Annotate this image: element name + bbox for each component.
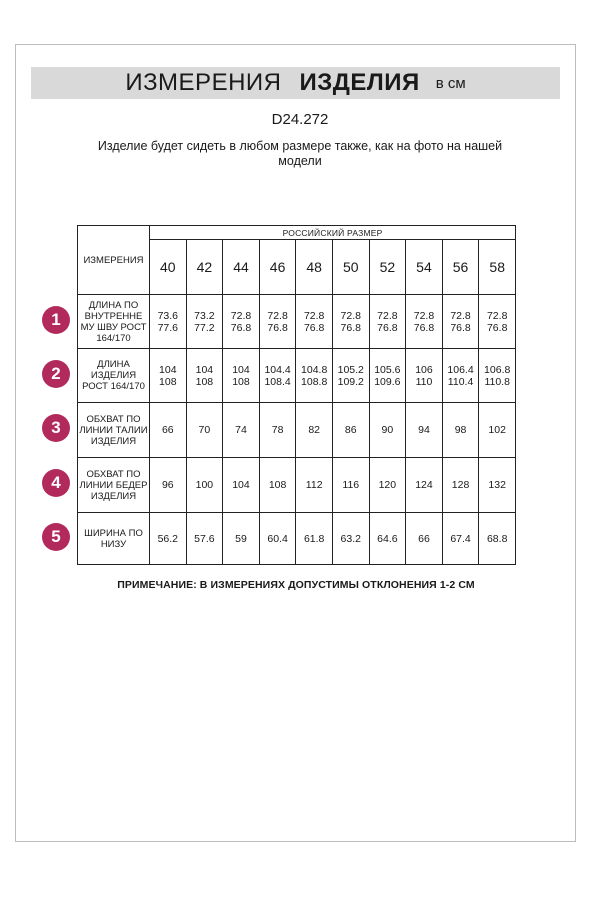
size-header-42: 42	[186, 240, 223, 295]
size-header-48: 48	[296, 240, 333, 295]
cell-value: 60.4	[267, 532, 288, 545]
table-cell	[259, 295, 296, 349]
title-bar	[31, 67, 560, 99]
size-table	[77, 225, 516, 565]
cell-value: 132	[488, 479, 506, 491]
table-cell	[150, 458, 187, 513]
cell-value: 76.8	[450, 321, 471, 334]
cell-value: 105.6	[374, 363, 401, 376]
cell-value: 68.8	[486, 532, 508, 545]
title-unit: в см	[435, 74, 466, 92]
cell-value: 94	[418, 424, 430, 436]
cell-value: 110	[415, 375, 433, 388]
row-number-badge: 2	[42, 360, 70, 388]
cell-value: 72.8	[340, 309, 361, 322]
cell-value: 74	[235, 424, 247, 436]
size-header-54: 54	[406, 240, 443, 295]
table-cell	[479, 349, 516, 403]
cell-value: 76.8	[303, 321, 325, 334]
cell-value: 72.8	[267, 309, 288, 322]
table-cell	[296, 403, 333, 458]
table-cell	[442, 458, 479, 513]
cell-value: 67.4	[450, 532, 471, 545]
table-cell	[369, 349, 406, 403]
cell-value: 109.6	[374, 375, 401, 388]
cell-value: 77.2	[194, 321, 215, 334]
cell-value: 73.2	[194, 309, 215, 322]
cell-value: 76.8	[340, 321, 361, 334]
cell-value: 124	[415, 479, 433, 491]
cell-value: 104	[195, 363, 214, 376]
table-row	[78, 458, 516, 513]
table-cell	[479, 458, 516, 513]
table-cell	[369, 295, 406, 349]
cell-value: 116	[342, 479, 360, 491]
cell-value: 78	[271, 424, 284, 436]
size-header-52: 52	[369, 240, 406, 295]
cell-value: 72.8	[230, 309, 252, 322]
cell-value: 110.4	[447, 375, 474, 388]
cell-value: 76.8	[486, 321, 508, 334]
cell-value: 82	[308, 424, 321, 436]
table-cell	[479, 295, 516, 349]
table-cell	[186, 349, 223, 403]
table-cell	[186, 295, 223, 349]
cell-value: 56.2	[157, 532, 179, 545]
cell-value: 104	[232, 363, 250, 376]
table-cell	[296, 295, 333, 349]
table-row	[78, 403, 516, 458]
table-cell	[150, 349, 187, 403]
table-cell	[442, 349, 479, 403]
cell-value: 108.8	[301, 375, 328, 388]
cell-value: 102	[488, 424, 506, 436]
size-group-header: РОССИЙСКИЙ РАЗМЕР	[150, 226, 516, 240]
table-cell	[296, 458, 333, 513]
table-cell	[296, 513, 333, 565]
cell-value: 76.8	[413, 321, 435, 334]
cell-value: 76.8	[230, 321, 252, 334]
cell-value: 59	[235, 532, 247, 545]
row-number-badge: 1	[42, 306, 70, 334]
table-cell	[223, 513, 260, 565]
table-cell	[223, 349, 260, 403]
size-header-58: 58	[479, 240, 516, 295]
table-cell	[479, 513, 516, 565]
table-cell	[406, 349, 443, 403]
table-cell	[406, 513, 443, 565]
cell-value: 104.8	[301, 363, 328, 376]
cell-value: 77.6	[157, 321, 179, 334]
fit-note: Изделие будет сидеть в любом размере также, как на фото на нашей модели	[97, 139, 503, 168]
table-cell	[442, 295, 479, 349]
table-cell	[369, 403, 406, 458]
cell-value: 70	[198, 424, 211, 436]
table-cell	[259, 403, 296, 458]
cell-value: 106.4	[447, 363, 474, 376]
table-cell	[406, 458, 443, 513]
table-row	[78, 349, 516, 403]
table-cell	[259, 458, 296, 513]
cell-value: 63.2	[340, 532, 361, 545]
size-header-46: 46	[259, 240, 296, 295]
table-cell	[150, 295, 187, 349]
table-cell	[332, 458, 369, 513]
table-cell	[186, 513, 223, 565]
cell-value: 108	[268, 479, 287, 491]
row-label: ДЛИНА ИЗДЕЛИЯ РОСТ 164/170	[78, 349, 150, 403]
table-row	[78, 295, 516, 349]
table-cell	[406, 403, 443, 458]
cell-value: 96	[161, 479, 174, 491]
cell-value: 72.8	[450, 309, 471, 322]
cell-value: 104	[232, 479, 250, 491]
title-product: ИЗДЕЛИЯ	[299, 69, 420, 96]
cell-value: 105.2	[337, 363, 364, 376]
cell-value: 57.6	[194, 532, 215, 545]
cell-value: 108	[195, 375, 214, 388]
cell-value: 72.8	[303, 309, 325, 322]
measurements-header: ИЗМЕРЕНИЯ	[78, 226, 150, 295]
cell-value: 90	[381, 424, 394, 436]
table-cell	[223, 295, 260, 349]
table-cell	[186, 458, 223, 513]
table-cell	[259, 513, 296, 565]
cell-value: 76.8	[377, 321, 398, 334]
table-cell	[442, 513, 479, 565]
table-cell	[369, 458, 406, 513]
cell-value: 76.8	[267, 321, 288, 334]
table-cell	[223, 458, 260, 513]
table-cell	[150, 513, 187, 565]
cell-value: 108	[232, 375, 250, 388]
cell-value: 72.8	[413, 309, 435, 322]
table-cell	[479, 403, 516, 458]
table-cell	[332, 403, 369, 458]
table-cell	[186, 403, 223, 458]
row-number-badge: 4	[42, 469, 70, 497]
cell-value: 106.8	[484, 363, 511, 376]
cell-value: 112	[305, 479, 323, 491]
table-row	[78, 513, 516, 565]
cell-value: 108	[159, 375, 177, 388]
size-header-44: 44	[223, 240, 260, 295]
cell-value: 72.8	[486, 309, 508, 322]
table-cell	[150, 403, 187, 458]
article-code: D24.272	[271, 111, 329, 128]
table-cell	[296, 349, 333, 403]
table-cell	[332, 295, 369, 349]
cell-value: 128	[451, 479, 470, 491]
cell-value: 61.8	[303, 532, 325, 545]
cell-value: 106	[415, 363, 433, 376]
row-label: ШИРИНА ПО НИЗУ	[78, 513, 150, 565]
row-label: ДЛИНА ПО ВНУТРЕННЕ МУ ШВУ РОСТ 164/170	[78, 295, 150, 349]
cell-value: 86	[344, 424, 357, 436]
row-number-badge: 3	[42, 414, 70, 442]
size-header-50: 50	[332, 240, 369, 295]
cell-value: 109.2	[337, 375, 364, 388]
cell-value: 66	[161, 424, 174, 436]
table-cell	[259, 349, 296, 403]
cell-value: 104.4	[264, 363, 291, 376]
table-cell	[442, 403, 479, 458]
cell-value: 108.4	[264, 375, 291, 388]
table-cell	[406, 295, 443, 349]
table-cell	[223, 403, 260, 458]
cell-value: 73.6	[157, 309, 179, 322]
cell-value: 64.6	[377, 532, 398, 545]
cell-value: 66	[418, 532, 430, 545]
cell-value: 100	[195, 479, 214, 491]
size-header-56: 56	[442, 240, 479, 295]
table-cell	[332, 349, 369, 403]
row-label: ОБХВАТ ПО ЛИНИИ ТАЛИИ ИЗДЕЛИЯ	[78, 403, 150, 458]
row-number-badge: 5	[42, 523, 70, 551]
tolerance-footnote: ПРИМЕЧАНИЕ: В ИЗМЕРЕНИЯХ ДОПУСТИМЫ ОТКЛОНЕНИЯ 1-2 СМ	[117, 579, 475, 591]
row-label: ОБХВАТ ПО ЛИНИИ БЕДЕР ИЗДЕЛИЯ	[78, 458, 150, 513]
table-cell	[332, 513, 369, 565]
cell-value: 72.8	[377, 309, 398, 322]
title-measurements: ИЗМЕРЕНИЯ	[125, 69, 282, 96]
cell-value: 110.8	[484, 375, 510, 388]
cell-value: 104	[159, 363, 177, 376]
cell-value: 120	[378, 479, 397, 491]
cell-value: 98	[454, 424, 467, 436]
table-cell	[369, 513, 406, 565]
size-header-40: 40	[150, 240, 187, 295]
